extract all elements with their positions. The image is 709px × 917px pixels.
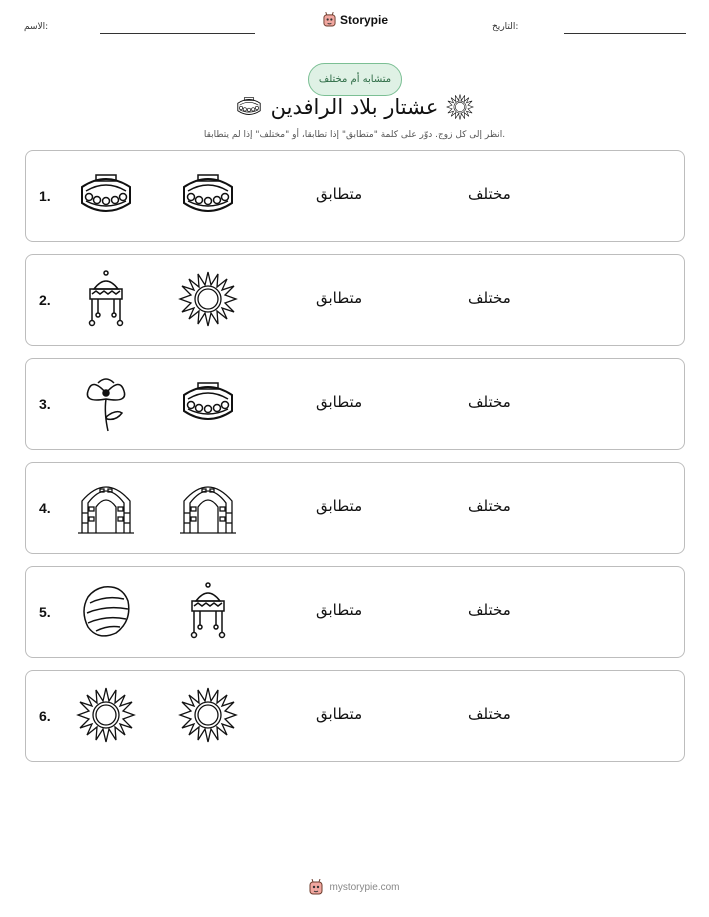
same-option[interactable]: متطابق (316, 601, 363, 619)
name-label: الاسم: (24, 22, 49, 32)
brand-logo (323, 12, 388, 27)
exercise-row (25, 566, 685, 658)
different-option[interactable]: مختلف (468, 185, 511, 203)
exercise-row (25, 462, 685, 554)
name-line (100, 33, 255, 34)
brand-name: Storypie (340, 12, 389, 27)
bracelet-icon (235, 93, 263, 121)
gate-icon (76, 477, 136, 537)
title-row (0, 89, 709, 125)
row-number: 3. (39, 396, 51, 412)
page-title: عشتار بلاد الرافدين (270, 95, 439, 119)
row-number: 4. (39, 500, 51, 516)
instructions: انظر إلى كل زوج. دوّر على كلمة "متطابق" إذا تطابقا، أو "مختلف" إذا لم يتطابقا. (203, 130, 506, 140)
date-line (564, 33, 686, 34)
different-option[interactable]: مختلف (468, 497, 511, 515)
exercise-row (25, 254, 685, 346)
sun-icon (76, 685, 136, 745)
row-number: 2. (39, 292, 51, 308)
worksheet-header (0, 0, 709, 46)
same-option[interactable]: متطابق (316, 185, 363, 203)
different-option[interactable]: مختلف (468, 393, 511, 411)
row-number: 5. (39, 604, 51, 620)
exercise-row (25, 358, 685, 450)
bracelet-icon (178, 373, 238, 433)
sun-icon (178, 685, 238, 745)
exercise-row (25, 670, 685, 762)
sun-icon (178, 269, 238, 329)
date-label: التاريخ: (492, 22, 519, 32)
same-option[interactable]: متطابق (316, 393, 363, 411)
same-option[interactable]: متطابق (316, 705, 363, 723)
headdress-icon (76, 269, 136, 329)
row-number: 1. (39, 188, 51, 204)
same-option[interactable]: متطابق (316, 497, 363, 515)
storypie-logo-icon (309, 879, 323, 895)
category-badge: متشابه أم مختلف (308, 63, 402, 96)
footer (0, 879, 709, 895)
different-option[interactable]: مختلف (468, 601, 511, 619)
sun-icon (446, 93, 474, 121)
different-option[interactable]: مختلف (468, 705, 511, 723)
row-number: 6. (39, 708, 51, 724)
poppy-icon (76, 373, 136, 433)
bracelet-icon (178, 165, 238, 225)
bracelet-icon (76, 165, 136, 225)
exercise-row (25, 150, 685, 242)
storypie-logo-icon (323, 12, 336, 27)
gate-icon (178, 477, 238, 537)
different-option[interactable]: مختلف (468, 289, 511, 307)
tablet-icon (76, 581, 136, 641)
same-option[interactable]: متطابق (316, 289, 363, 307)
headdress-icon (178, 581, 238, 641)
footer-url: mystorypie.com (329, 881, 400, 893)
